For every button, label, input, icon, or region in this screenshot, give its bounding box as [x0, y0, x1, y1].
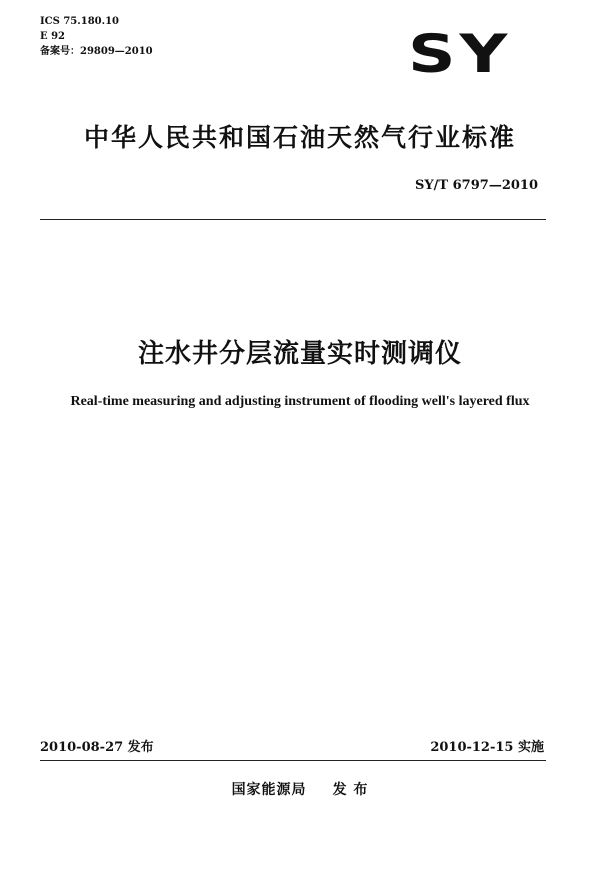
organization-title: 中华人民共和国石油天然气行业标准 — [83, 123, 516, 152]
sy-logo: SY — [408, 23, 512, 85]
document-title-cn: 注水井分层流量实时测调仪 — [137, 339, 462, 369]
issuer-name: 国家能源局 — [231, 782, 307, 798]
top-divider — [40, 219, 546, 220]
implement-date: 2010-12-15 实施 — [430, 740, 544, 755]
publish-date: 2010-08-27 发布 — [40, 740, 154, 755]
category-code: E 92 — [40, 31, 66, 42]
issuer-action: 发 布 — [332, 782, 369, 798]
document-title-en: Real-time measuring and adjusting instrument of flooding well's layered flux — [70, 394, 530, 409]
standard-meta — [40, 14, 153, 59]
bottom-divider — [40, 760, 546, 761]
standard-code: SY/T 6797—2010 — [415, 178, 538, 193]
record-number: 备案号：29809—2010 — [40, 46, 153, 57]
ics-code: ICS 75.180.10 — [40, 16, 120, 27]
issuer-line — [0, 779, 600, 799]
